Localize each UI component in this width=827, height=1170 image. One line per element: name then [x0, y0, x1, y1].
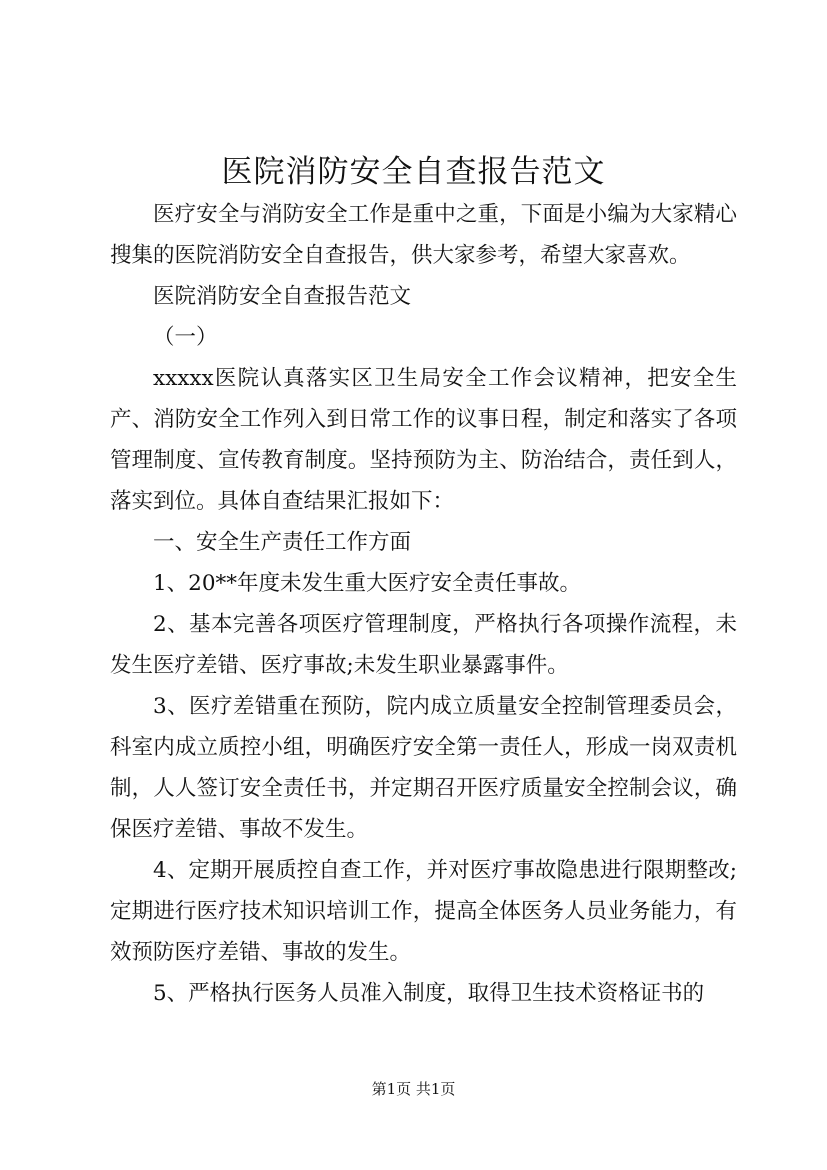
page-footer: 第1页 共1页 — [371, 1080, 456, 1098]
paragraph-item-5: 5、严格执行医务人员准入制度，取得卫生技术资格证书的 — [153, 981, 705, 1006]
paragraph-intro: 医疗安全与消防安全工作是重中之重，下面是小编为大家精心搜集的医院消防安全自查报告，供大家参考，希望大家喜欢。 — [110, 202, 737, 268]
paragraph-item-2: 2、基本完善各项医疗管理制度，严格执行各项操作流程，未发生医疗差错、医疗事故;未发生职业暴露事件。 — [110, 612, 737, 678]
paragraph-subtitle: 医院消防安全自查报告范文 — [153, 284, 412, 309]
document-title: 医院消防安全自查报告范文 — [221, 154, 606, 190]
paragraph-overview: xxxxx医院认真落实区卫生局安全工作会议精神，把安全生产、消防安全工作列入到日常工作的议事日程，制定和落实了各项管理制度、宣传教育制度。坚持预防为主、防治结合，责任到人，落实到位。具体自查结果汇报如下： — [110, 366, 737, 514]
paragraph-heading-safety: 一、安全生产责任工作方面 — [153, 530, 412, 555]
document-body — [110, 194, 737, 1014]
paragraph-item-4: 4、定期开展质控自查工作，并对医疗事故隐患进行限期整改;定期进行医疗技术知识培训工作，提高全体医务人员业务能力，有效预防医疗差错、事故的发生。 — [110, 858, 737, 965]
paragraph-item-1: 1、20**年度未发生重大医疗安全责任事故。 — [153, 571, 582, 596]
paragraph-section-number: （一） — [153, 325, 218, 350]
paragraph-item-3: 3、医疗差错重在预防，院内成立质量安全控制管理委员会，科室内成立质控小组，明确医疗安全第一责任人，形成一岗双责机制，人人签订安全责任书，并定期召开医疗质量安全控制会议，确保医疗差错、事故不发生。 — [110, 694, 737, 842]
